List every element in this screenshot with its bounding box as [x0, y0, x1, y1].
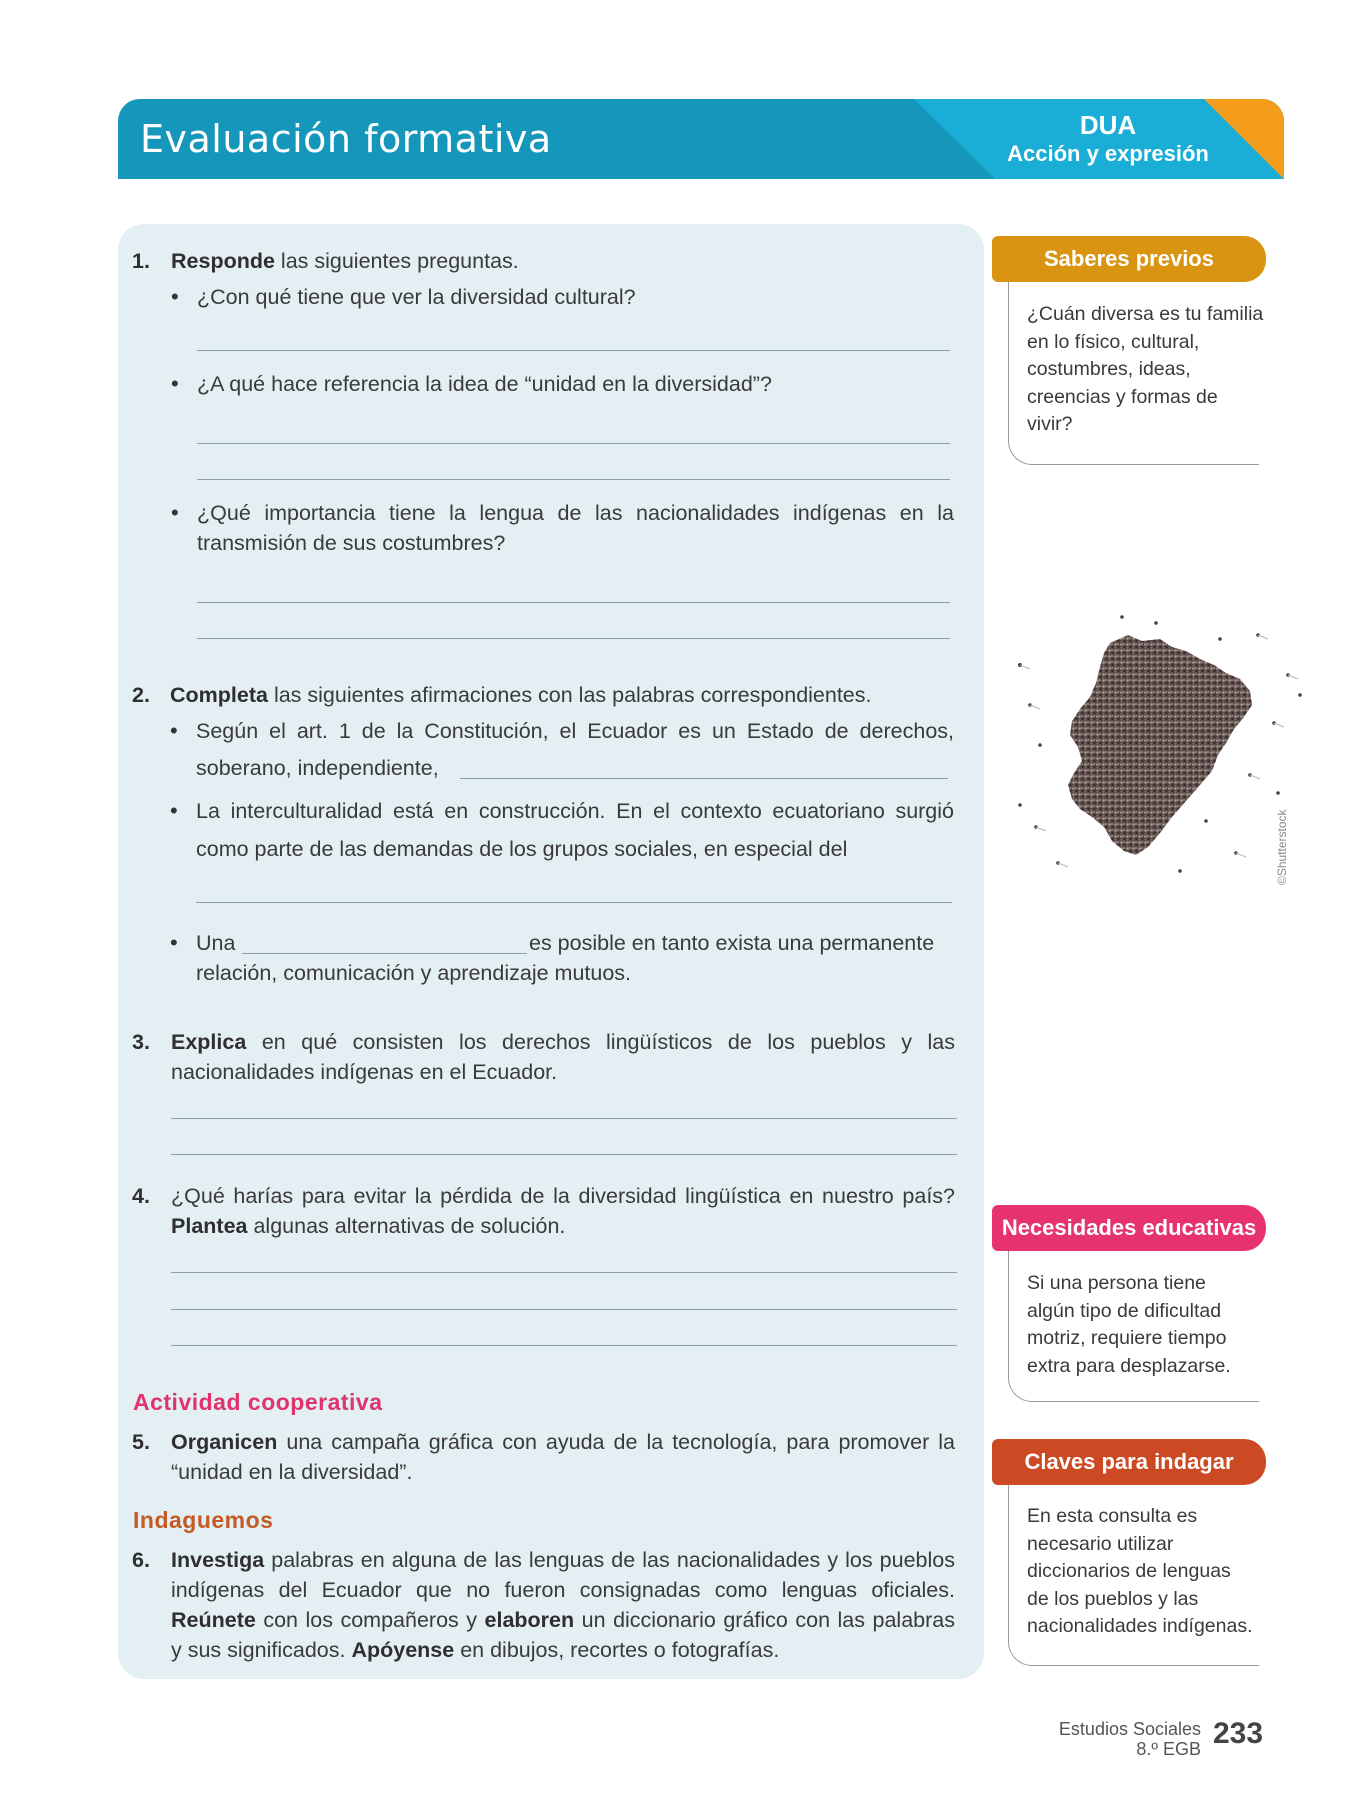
q3-number: 3.	[132, 1030, 150, 1054]
image-credit: ©Shutterstock	[1275, 809, 1289, 885]
q3-prompt-line2: nacionalidades indígenas en el Ecuador.	[171, 1060, 558, 1084]
inquiry-section-title: Indaguemos	[133, 1507, 274, 1533]
answer-line[interactable]	[171, 1154, 957, 1155]
header-banner	[118, 99, 1284, 179]
text-line: nacionalidades indígenas.	[1027, 1615, 1253, 1637]
answer-line[interactable]	[171, 1345, 957, 1346]
text-line: algún tipo de dificultad	[1027, 1299, 1222, 1322]
q6-number: 6.	[132, 1548, 150, 1572]
claves-para-indagar-text	[1027, 1503, 1277, 1641]
answer-line[interactable]	[171, 1309, 957, 1310]
q2-bullet-2-line2: como parte de las demandas de los grupos sociales, en especial del	[196, 837, 848, 861]
q1-number: 1.	[132, 249, 150, 273]
footer-grade: 8.º EGB	[1136, 1739, 1201, 1759]
text-line: costumbres, ideas,	[1027, 358, 1191, 380]
bullet-icon: •	[171, 500, 179, 525]
saberes-previos-tag: Saberes previos	[992, 236, 1266, 282]
q1-bullet-2: ¿A qué hace referencia la idea de “unidad en la diversidad”?	[197, 372, 772, 396]
cooperative-section-title: Actividad cooperativa	[133, 1389, 383, 1415]
q4-prompt-line2: Plantea algunas alternativas de solución.	[171, 1214, 566, 1238]
answer-line[interactable]	[197, 350, 950, 351]
text-line: en lo físico, cultural,	[1027, 330, 1200, 353]
q2-bullet-3-post: es posible en tanto exista una permanente	[529, 931, 935, 955]
q6-line2: indígenas del Ecuador que no fueron consignadas como lenguas oficiales.	[171, 1578, 955, 1602]
saberes-previos-text	[1027, 301, 1277, 439]
text-line: ¿Cuán diversa es tu familia	[1027, 303, 1264, 325]
q5-prompt-line1: Organicen una campaña gráfica con ayuda de la tecnología, para promover la	[171, 1430, 955, 1454]
fill-blank-line[interactable]	[196, 902, 952, 903]
answer-line[interactable]	[171, 1118, 957, 1119]
claves-para-indagar-tag: Claves para indagar	[992, 1439, 1266, 1485]
q2-bullet-3-pre: Una	[196, 931, 236, 955]
page-title: Evaluación formativa	[140, 117, 552, 161]
page-number: 233	[1213, 1717, 1264, 1750]
answer-line[interactable]	[197, 602, 950, 603]
fill-blank-line[interactable]	[460, 778, 948, 779]
q1-bullet-3-line1: ¿Qué importancia tiene la lengua de las nacionalidades indígenas en la	[197, 501, 954, 525]
text-line: creencias y formas de	[1027, 385, 1218, 408]
bullet-icon: •	[171, 371, 179, 396]
text-line: diccionarios de lenguas	[1027, 1560, 1231, 1582]
q6-line4: y sus significados. Apóyense en dibujos, recortes o fotografías.	[171, 1638, 780, 1662]
q2-bullet-3-line2: relación, comunicación y aprendizaje mutuos.	[196, 961, 632, 985]
q3-prompt-line1: Explica en qué consisten los derechos lingüísticos de los pueblos y las	[171, 1030, 955, 1054]
footer-subject: Estudios Sociales	[1058, 1719, 1201, 1739]
q1-bullet-1: ¿Con qué tiene que ver la diversidad cultural?	[197, 285, 636, 309]
q6-line3: Reúnete con los compañeros y elaboren un diccionario gráfico con las palabras	[171, 1608, 955, 1632]
text-line: de los pueblos y las	[1027, 1587, 1199, 1610]
text-line: vivir?	[1027, 413, 1073, 435]
q2-bullet-1-line2: soberano, independiente,	[196, 756, 439, 780]
q2-bullet-2-line1: La interculturalidad está en construcción. En el contexto ecuatoriano surgió	[196, 799, 954, 823]
dua-subtitle: Acción y expresión	[1007, 141, 1209, 166]
text-line: necesario utilizar	[1027, 1532, 1174, 1555]
bullet-icon: •	[170, 718, 178, 743]
text-line: Si una persona tiene	[1027, 1272, 1206, 1294]
q2-bullet-1-line1: Según el art. 1 de la Constitución, el Ecuador es un Estado de derechos,	[196, 719, 954, 743]
q4-number: 4.	[132, 1184, 150, 1208]
answer-line[interactable]	[197, 479, 950, 480]
q2-prompt: Completa las siguientes afirmaciones con las palabras correspondientes.	[170, 683, 872, 707]
answer-line[interactable]	[197, 638, 950, 639]
ecuador-crowd-map-image	[1000, 595, 1320, 895]
q5-prompt-line2: “unidad en la diversidad”.	[171, 1460, 413, 1484]
text-line: En esta consulta es	[1027, 1505, 1198, 1527]
q6-line1: Investiga palabras en alguna de las lenguas de las nacionalidades y los pueblos	[171, 1548, 955, 1572]
necesidades-educativas-text	[1027, 1270, 1277, 1380]
answer-line[interactable]	[171, 1272, 957, 1273]
text-line: motriz, requiere tiempo	[1027, 1327, 1227, 1349]
q1-prompt: Responde las siguientes preguntas.	[171, 249, 519, 273]
bullet-icon: •	[170, 930, 178, 955]
q2-number: 2.	[132, 683, 150, 707]
text-line: extra para desplazarse.	[1027, 1354, 1231, 1377]
answer-line[interactable]	[197, 443, 950, 444]
q1-bullet-3-line2: transmisión de sus costumbres?	[197, 531, 506, 555]
q4-prompt-line1: ¿Qué harías para evitar la pérdida de la diversidad lingüística en nuestro país?	[171, 1184, 955, 1208]
fill-blank-line[interactable]	[242, 953, 527, 954]
dua-label: DUA	[1079, 110, 1137, 140]
bullet-icon: •	[170, 798, 178, 823]
necesidades-educativas-tag: Necesidades educativas	[992, 1205, 1266, 1251]
bullet-icon: •	[171, 284, 179, 309]
q5-number: 5.	[132, 1430, 150, 1454]
